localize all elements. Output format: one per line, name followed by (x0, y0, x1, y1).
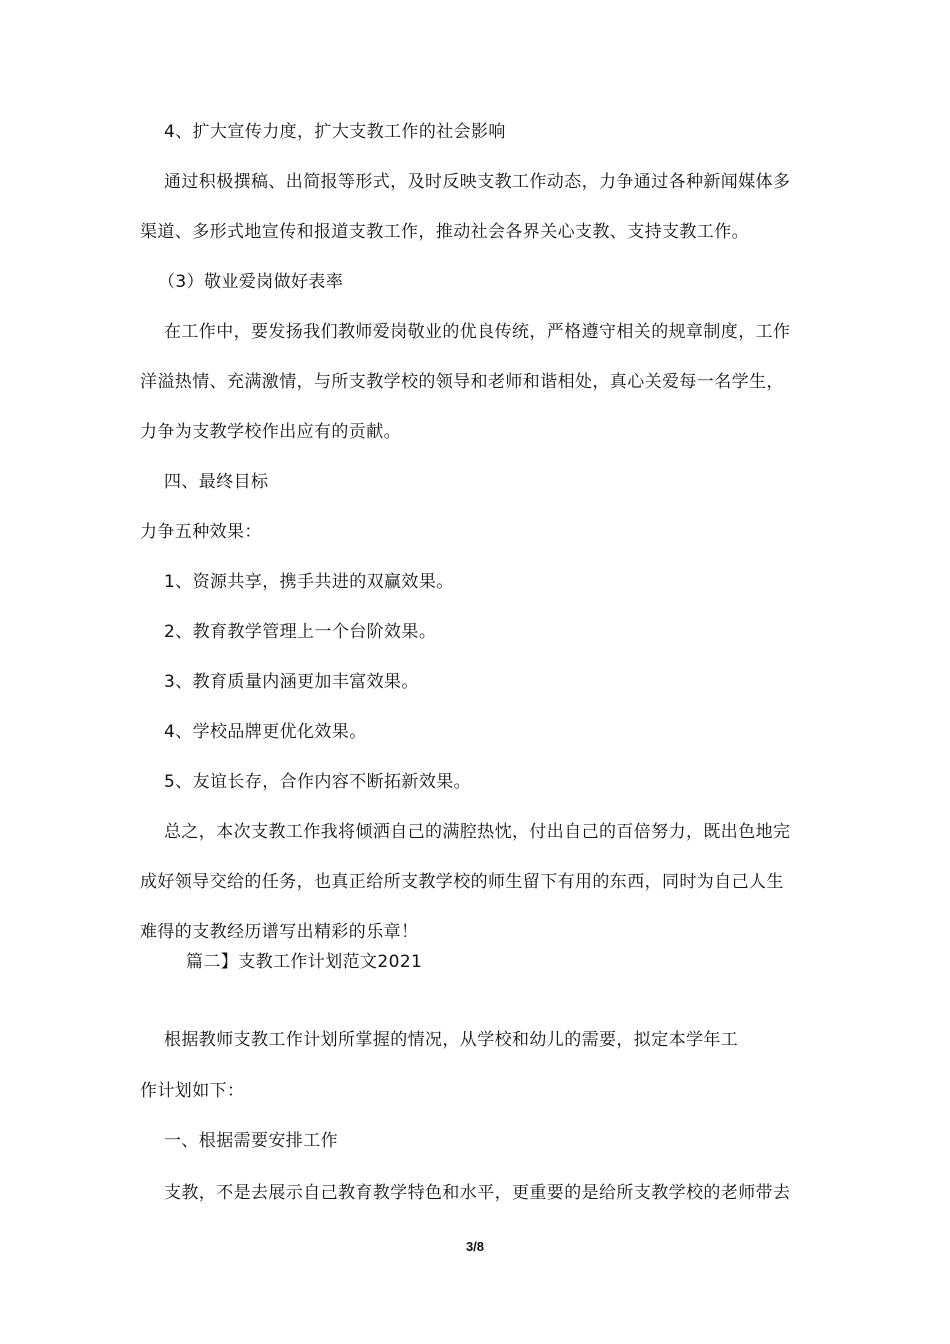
paragraph-line: 洋溢热情、充满激情，与所支教学校的领导和老师和谐相处，真心关爱每一名学生， (140, 372, 784, 392)
list-item: 3、教育质量内涵更加丰富效果。 (164, 672, 419, 692)
section-heading-1: 一、根据需要安排工作 (164, 1131, 338, 1151)
paragraph-line: 难得的支教经历谱写出精彩的乐章！ (140, 922, 419, 942)
paragraph-line: 支教，不是去展示自己教育教学特色和水平，更重要的是给所支教学校的老师带去 (164, 1183, 791, 1203)
page-number: 3/8 (465, 1239, 485, 1254)
paragraph-line: 成好领导交给的任务，也真正给所支教学校的师生留下有用的东西，同时为自己人生 (140, 872, 784, 892)
paragraph-line: 力争五种效果： (140, 522, 262, 542)
paragraph-line: 力争为支教学校作出应有的贡献。 (140, 422, 401, 442)
list-item: 4、学校品牌更优化效果。 (164, 722, 367, 742)
section-heading-4: 4、扩大宣传力度，扩大支教工作的社会影响 (164, 122, 506, 142)
list-item: 2、教育教学管理上一个台阶效果。 (164, 622, 437, 642)
section-heading-3: （3）敬业爱岗做好表率 (158, 272, 344, 292)
article-heading: 篇二】支教工作计划范文2021 (186, 952, 423, 972)
paragraph-line: 作计划如下： (140, 1081, 245, 1101)
paragraph-line: 根据教师支教工作计划所掌握的情况，从学校和幼儿的需要，拟定本学年工 (164, 1030, 739, 1050)
paragraph-line: 总之，本次支教工作我将倾洒自己的满腔热忱，付出自己的百倍努力，既出色地完 (164, 822, 791, 842)
section-heading-final-goal: 四、最终目标 (164, 472, 269, 492)
list-item: 1、资源共享，携手共进的双赢效果。 (164, 572, 454, 592)
paragraph-line: 通过积极撰稿、出简报等形式，及时反映支教工作动态，力争通过各种新闻媒体多 (164, 172, 791, 192)
paragraph-line: 在工作中，要发扬我们教师爱岗敬业的优良传统，严格遵守相关的规章制度，工作 (164, 322, 791, 342)
list-item: 5、友谊长存，合作内容不断拓新效果。 (164, 772, 472, 792)
paragraph-line: 渠道、多形式地宣传和报道支教工作，推动社会各界关心支教、支持支教工作。 (140, 222, 749, 242)
